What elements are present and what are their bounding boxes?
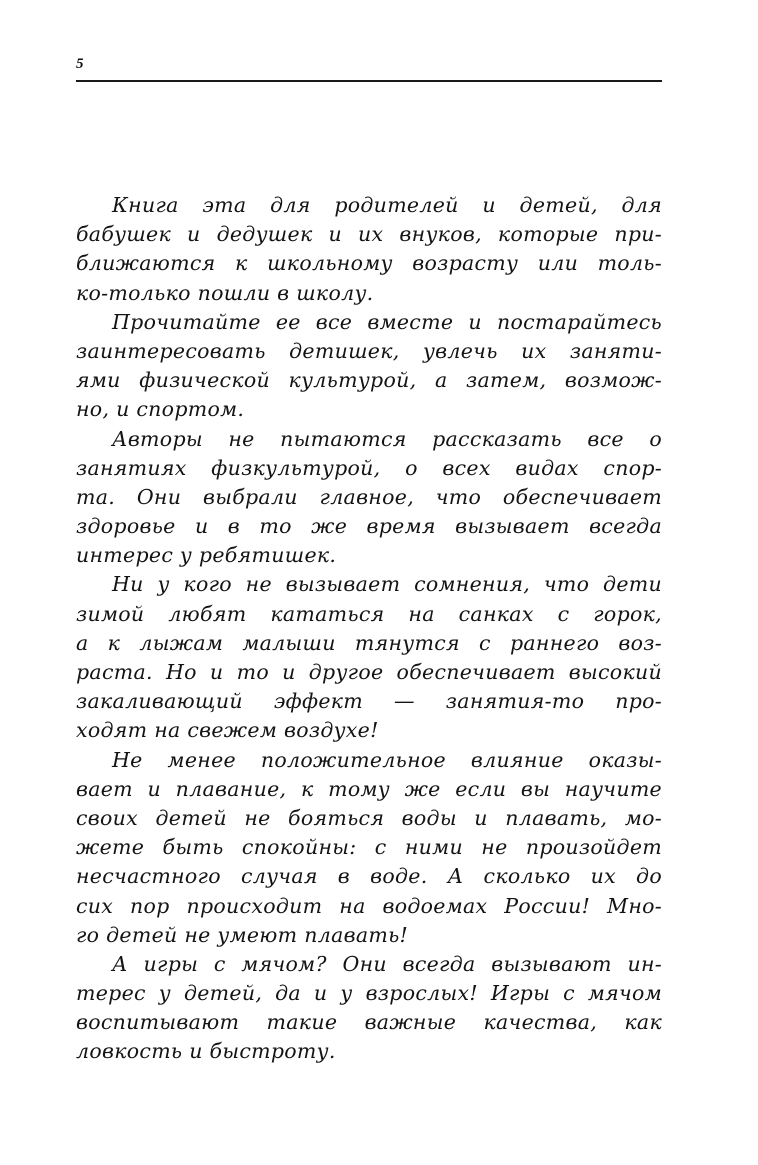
text-line: терес у детей, да и у взрослых! Игры с мячом [76, 981, 662, 1006]
header-rule [76, 80, 662, 82]
text-line: раста. Но и то и другое обеспечивает высокий [76, 660, 662, 684]
text-line: ближаются к школьному возрасту или толь- [76, 251, 662, 276]
text-line: а к лыжам малыши тянутся с раннего воз- [76, 630, 662, 655]
text-line: ходят на свежем воздухе! [76, 718, 379, 743]
paragraph-3 [76, 425, 662, 571]
paragraph-6 [76, 950, 662, 1067]
text-line: закаливающий эффект — занятия-то про- [76, 689, 662, 714]
text-line: Не менее положительное влияние оказы- [112, 747, 662, 772]
text-line: здоровье и в то же время вызывает всегда [76, 514, 662, 539]
text-line: ловкость и быстроту. [76, 1039, 336, 1064]
text-line: ями физической культурой, а затем, возмож- [76, 368, 662, 393]
text-line: занятиях физкультурой, о всех видах спор- [76, 455, 662, 480]
text-line: сих пор происходит на водоемах России! Мно- [76, 893, 662, 918]
text-line: но, и спортом. [76, 397, 245, 422]
text-line: жете быть спокойны: с ними не произойдет [76, 835, 662, 860]
text-line: зимой любят кататься на санках с горок, [76, 601, 662, 626]
text-line: та. Они выбрали главное, что обеспечивает [76, 484, 662, 509]
text-line: своих детей не бояться воды и плавать, мо- [76, 805, 662, 830]
text-line: го детей не умеют плавать! [76, 922, 409, 947]
page-number: 5 [76, 56, 84, 72]
text-line: воспитывают такие важные качества, как [76, 1010, 662, 1035]
body-text [76, 191, 662, 1067]
text-line: Книга эта для родителей и детей, для [112, 193, 662, 217]
text-line: бабушек и дедушек и их внуков, которые при- [76, 222, 662, 247]
text-line: интерес у ребятишек. [76, 543, 337, 568]
paragraph-2 [76, 308, 662, 425]
text-line: ко-только пошли в школу. [76, 280, 374, 305]
text-line: заинтересовать детишек, увлечь их заняти- [76, 338, 662, 363]
paragraph-5 [76, 746, 662, 950]
text-line: вает и плавание, к тому же если вы научите [76, 776, 662, 801]
text-line: несчастного случая в воде. А сколько их до [76, 864, 662, 889]
paragraph-1 [76, 191, 662, 308]
paragraph-4 [76, 570, 662, 745]
text-line: Авторы не пытаются рассказать все о [112, 426, 662, 451]
text-line: Ни у кого не вызывает сомнения, что дети [112, 572, 662, 597]
text-line: А игры с мячом? Они всегда вызывают ин- [112, 951, 662, 976]
text-line: Прочитайте ее все вместе и постарайтесь [112, 309, 662, 334]
